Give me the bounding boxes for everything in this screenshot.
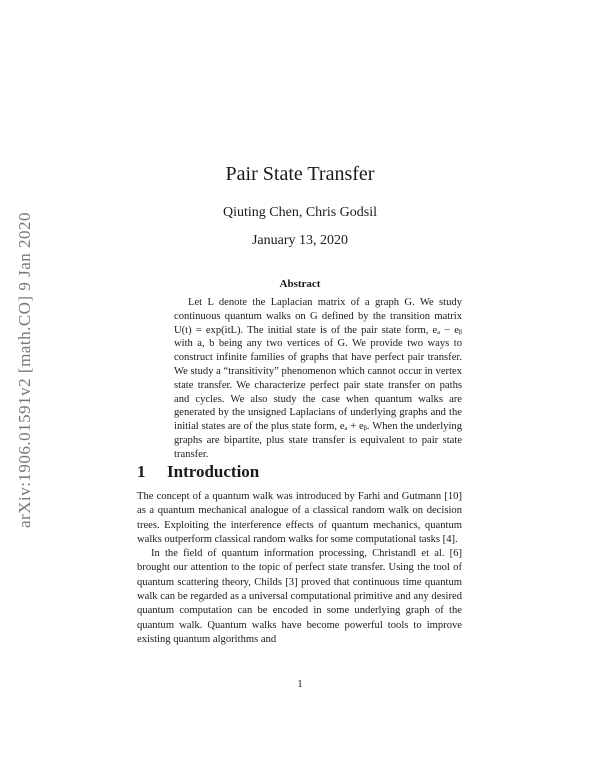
paragraph: The concept of a quantum walk was introduced by Farhi and Gutmann [10] as a quantum mechanical analogue of a classical random walk on decision trees. Exploiting the interference effects of quantum mechanics, quantum walks outperform classical random walks for some computational tasks [4]. (137, 491, 462, 545)
section-number: 1 (137, 462, 146, 481)
introduction-body (137, 490, 462, 647)
abstract-heading: Abstract (279, 278, 321, 290)
paper-date: January 13, 2020 (251, 233, 349, 248)
arxiv-identifier-stamp: arXiv:1906.01591v2 [math.CO] 9 Jan 2020 (15, 211, 34, 529)
section-heading (137, 462, 259, 482)
paragraph: In the field of quantum information processing, Christandl et al. [6] brought our attention to the topic of perfect state transfer. Using the tool of quantum scattering theory, Childs [3] proved that continuous time quantum walk can be regarded as a universal computational primitive and any desired quantum computation can be encoded in some underlying graph of the quantum walk. Quantum walks have become powerful tools to improve existing quantum algorithms and (137, 548, 462, 645)
abstract-body: Let L denote the Laplacian matrix of a graph G. We study continuous quantum walks on G defined by the transition matrix U(t) = exp(itL). The initial state is of the pair state form, eₐ − eᵦ with a, b being any two vertices of G. We provide two ways to construct infinite families of graphs that have perfect pair transfer. We study a “transitivity” phenomenon which cannot occur in vertex state transfer. We characterize perfect pair state transfer on paths and cycles. We also study the case when quantum walks are generated by the unsigned Laplacians of underlying graphs and the initial states are of the plus state form, eₐ + eᵦ. When the underlying graphs are bipartite, plus state transfer is equivalent to pair state transfer. (174, 297, 462, 460)
paper-title: Pair State Transfer (225, 163, 375, 185)
section-title: Introduction (167, 462, 260, 481)
paper-authors: Qiuting Chen, Chris Godsil (222, 205, 377, 220)
page-number: 1 (297, 678, 303, 690)
